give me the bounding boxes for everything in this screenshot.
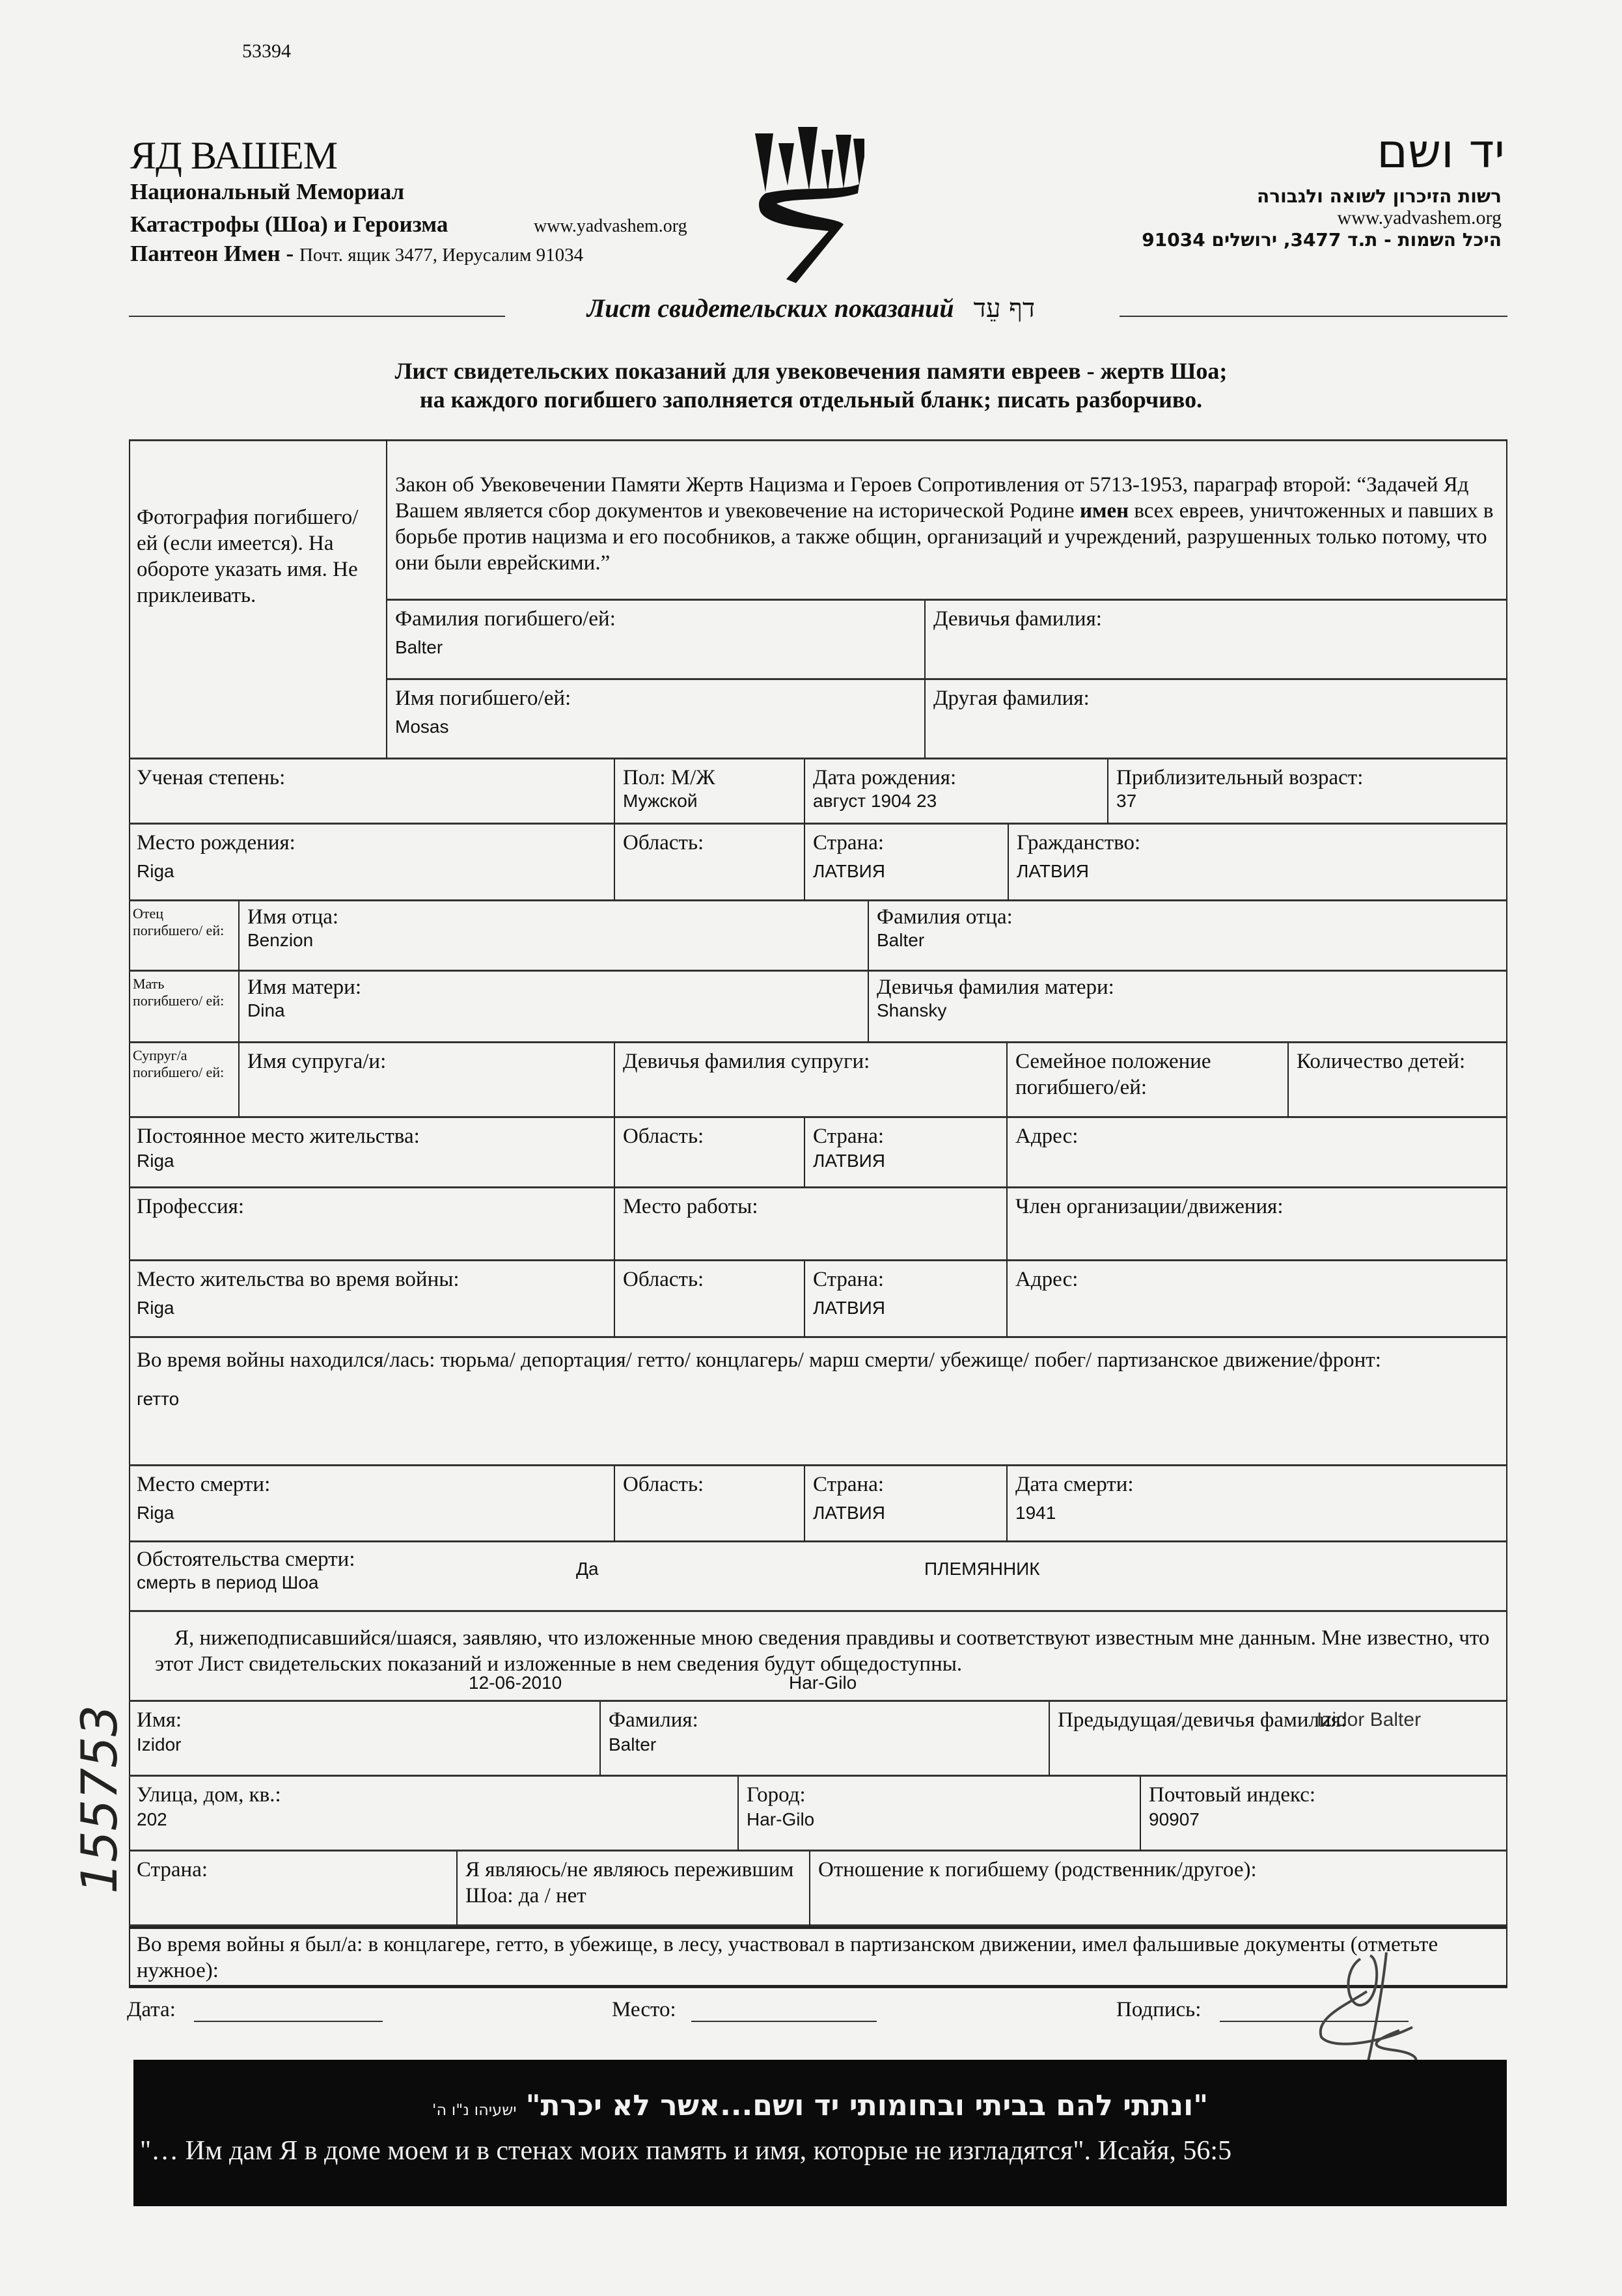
war-residence-country-field[interactable]: Страна: ЛАТВИЯ <box>805 1261 1008 1338</box>
po-box-address: Почт. ящик 3477, Иерусалим 91034 <box>299 245 584 266</box>
isaiah-quote-banner <box>133 2060 1507 2206</box>
workplace-field[interactable]: Место работы: <box>615 1188 1008 1261</box>
birth-place-field[interactable]: Место рождения: Riga <box>129 825 615 901</box>
victim-maiden-name-field[interactable]: Девичья фамилия: <box>926 601 1507 680</box>
death-place-field[interactable]: Место смерти: Riga <box>129 1466 615 1542</box>
war-status-value: гетто <box>137 1389 180 1409</box>
org-address-ru <box>130 241 583 267</box>
children-count-field[interactable]: Количество детей: <box>1289 1043 1507 1118</box>
father-side-label: Отец погибшего/ ей: <box>129 901 240 972</box>
sheet-title-ru: Лист свидетельских показаний <box>586 294 954 323</box>
typed-declaration-place: Har-Gilo <box>789 1673 857 1693</box>
handwritten-margin-number: 155753 <box>70 1704 128 1894</box>
gender-field[interactable]: Пол: М/Ж Мужской <box>615 759 805 825</box>
submitter-country-field[interactable]: Страна: <box>129 1852 458 1926</box>
residence-country-field[interactable]: Страна: ЛАТВИЯ <box>805 1118 1008 1188</box>
spouse-maiden-name-field[interactable]: Девичья фамилия супруги: <box>615 1043 1008 1118</box>
birth-country-field[interactable]: Страна: ЛАТВИЯ <box>805 825 1009 901</box>
death-date-field[interactable]: Дата смерти: 1941 <box>1008 1466 1507 1542</box>
yad-vashem-menorah-logo-icon <box>747 120 864 290</box>
membership-field[interactable]: Член организации/движения: <box>1008 1188 1507 1261</box>
residence-region-field[interactable]: Область: <box>615 1118 805 1188</box>
residence-place-field[interactable]: Постоянное место жительства: Riga <box>129 1118 615 1188</box>
war-status-field[interactable]: Во время войны находился/лась: тюрьма/ депортация/ гетто/ концлагерь/ марш смерти/ убежище/ побег/ партизанское движение/фронт: гетто <box>129 1338 1507 1466</box>
typed-declaration-date: 12-06-2010 <box>469 1673 562 1693</box>
victim-surname-value: Balter <box>395 637 443 657</box>
death-country-field[interactable]: Страна: ЛАТВИЯ <box>805 1466 1008 1542</box>
law-citation <box>387 439 1507 601</box>
date-line[interactable]: Дата: <box>127 1998 383 2022</box>
org-title-he: יד ושם <box>1377 124 1505 178</box>
spouse-side-label: Супруг/а погибшего/ ей: <box>129 1043 240 1118</box>
signature-line[interactable]: Подпись: <box>1116 1998 1409 2022</box>
father-name-field[interactable]: Имя отца: Benzion <box>240 901 869 972</box>
profession-field[interactable]: Профессия: <box>129 1188 615 1261</box>
org-title-ru: ЯД ВАШЕМ <box>130 134 338 177</box>
submitter-prev-name-field[interactable]: Предыдущая/девичья фамилия: Izidor Balter <box>1050 1702 1507 1777</box>
org-subtitle-ru-2: Катастрофы (Шоа) и Героизма <box>130 212 448 237</box>
birth-region-field[interactable]: Область: <box>615 825 805 901</box>
residence-address-field[interactable]: Адрес: <box>1008 1118 1507 1188</box>
father-surname-field[interactable]: Фамилия отца: Balter <box>869 901 1507 972</box>
banner-russian-quote: "… Им дам Я в доме моем и в стенах моих память и имя, которые не изгладятся". Исайя, 56:5 <box>140 2136 1232 2166</box>
submitter-zip-field[interactable]: Почтовый индекс: 90907 <box>1141 1777 1507 1852</box>
photo-box[interactable] <box>129 439 387 759</box>
date-blank[interactable] <box>194 2021 383 2022</box>
approx-age-field[interactable]: Приблизительный возраст: 37 <box>1108 759 1507 825</box>
submitter-surname-field[interactable]: Фамилия: Balter <box>601 1702 1050 1777</box>
war-residence-region-field[interactable]: Область: <box>615 1261 805 1338</box>
typed-relation-overprint: ПЛЕМЯННИК <box>924 1559 1040 1579</box>
org-url-ru: www.yadvashem.org <box>534 216 687 236</box>
typed-yes-overprint: Да <box>576 1559 599 1579</box>
degree-field[interactable]: Ученая степень: <box>129 759 615 825</box>
place-line[interactable]: Место: <box>612 1998 877 2022</box>
marital-status-field[interactable]: Семейное положение погибшего/ей: <box>1008 1043 1289 1118</box>
spouse-name-field[interactable]: Имя супруга/и: <box>240 1043 615 1118</box>
victim-other-surname-field[interactable]: Другая фамилия: <box>926 680 1507 759</box>
intro-line-1: Лист свидетельских показаний для увековечения памяти евреев - жертв Шоа; <box>394 358 1228 384</box>
submitter-war-experience-field[interactable]: Во время войны я был/а: в концлагере, гетто, в убежище, в лесу, участвовал в партизанском движении, имел фальшивые документы (отметьте нужное): <box>129 1926 1507 1988</box>
submitter-city-field[interactable]: Город: Har-Gilo <box>739 1777 1141 1852</box>
place-blank[interactable] <box>691 2021 877 2022</box>
org-subtitle-ru-1: Национальный Мемориал <box>130 179 405 204</box>
typed-prev-name-overprint: Izidor Balter <box>1317 1709 1422 1730</box>
intro-line-2: на каждого погибшего заполняется отдельный бланк; писать разборчиво. <box>419 387 1203 413</box>
victim-surname-field[interactable]: Фамилия погибшего/ей: Balter <box>387 601 926 680</box>
death-region-field[interactable]: Область: <box>615 1466 805 1542</box>
relation-to-victim-field[interactable]: Отношение к погибшему (родственник/другое): <box>810 1852 1507 1926</box>
declaration-text: Я, нижеподписавшийся/шаяся, заявляю, что изложенные мною сведения правдивы и соответствуют известным мне данным. Мне известно, что этот Лист свидетельских показаний и изложенные в нем сведения будут общедоступны. <box>155 1626 1490 1676</box>
sheet-title-he: דף עֵד <box>973 294 1036 323</box>
victim-first-name-field[interactable]: Имя погибшего/ей: Mosas <box>387 680 926 759</box>
org-subtitle-he: רשות הזיכרון לשואה ולגבורה <box>1257 185 1502 207</box>
submitter-first-name-field[interactable]: Имя: Izidor <box>129 1702 601 1777</box>
banner-hebrew-quote: "ונתתי להם בביתי ובחומותי יד ושם...אשר לא יכרת"ישעיהו נ"ו ה' <box>432 2089 1209 2122</box>
victim-first-name-value: Mosas <box>395 717 449 737</box>
photo-instructions: Фотография погибшего/ей (если имеется). На обороте указать имя. Не приклеивать. <box>137 506 359 607</box>
citizenship-field[interactable]: Гражданство: ЛАТВИЯ <box>1009 825 1507 901</box>
document-serial-number: 53394 <box>242 40 291 62</box>
submitter-street-field[interactable]: Улица, дом, кв.: 202 <box>129 1777 739 1852</box>
mother-side-label: Мать погибшего/ ей: <box>129 972 240 1043</box>
sheet-intro <box>0 357 1622 414</box>
war-residence-address-field[interactable]: Адрес: <box>1008 1261 1507 1338</box>
org-address-he: היכל השמות - ת.ד 3477, ירושלים 91034 <box>1142 229 1502 251</box>
law-text: Закон об Увековечении Памяти Жертв Нацизма и Героев Сопротивления от 5713-1953, параграф второй: “Задачей Яд Вашем является сбор документов и увековечение на исторической Родине имен всех евреев, уничтоженных и павших в борьбе против нацизма и его пособников, а также общин, организаций и учреждений, разрушенных только потому, что они были еврейскими.” <box>395 473 1494 575</box>
mother-name-field[interactable]: Имя матери: Dina <box>240 972 869 1043</box>
survivor-yes-no-field[interactable]: Я являюсь/не являюсь пережившим Шоа: да / нет <box>458 1852 810 1926</box>
sheet-title <box>0 293 1622 323</box>
war-residence-place-field[interactable]: Место жительства во время войны: Riga <box>129 1261 615 1338</box>
birth-date-field[interactable]: Дата рождения: август 1904 23 <box>805 759 1108 825</box>
death-circumstances-field[interactable]: Обстоятельства смерти: смерть в период Шоа <box>129 1542 1507 1612</box>
mother-maiden-name-field[interactable]: Девичья фамилия матери: Shansky <box>869 972 1507 1043</box>
pantheon-label: Пантеон Имен - <box>130 241 299 266</box>
org-url-he: www.yadvashem.org <box>1337 207 1502 228</box>
